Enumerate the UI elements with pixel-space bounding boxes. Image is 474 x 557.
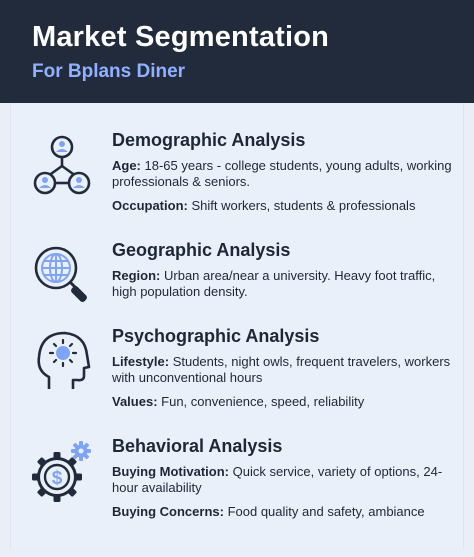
detail-text: 18-65 years - college students, young adults, working professionals & seniors. <box>112 158 452 189</box>
detail-label: Age: <box>112 158 141 173</box>
section-title: Behavioral Analysis <box>112 436 283 456</box>
detail-label: Region: <box>112 268 161 283</box>
detail-text: Students, night owls, frequent travelers, workers with unconventional hours <box>112 354 451 385</box>
section-content <box>112 435 455 528</box>
page-subtitle: For Bplans Diner <box>32 61 186 82</box>
detail-label: Buying Motivation: <box>112 464 229 479</box>
section-content <box>112 239 455 308</box>
gear-dollar-icon <box>29 439 95 505</box>
detail-region <box>112 268 455 300</box>
detail-text: Shift workers, students & professionals <box>187 198 416 213</box>
section-title: Psychographic Analysis <box>112 326 320 346</box>
detail-label: Lifestyle: <box>112 354 170 369</box>
svg-text:$: $ <box>51 468 63 489</box>
detail-label: Buying Concerns: <box>112 504 224 519</box>
detail-text: Food quality and safety, ambiance <box>223 504 425 519</box>
segments-body <box>10 103 464 549</box>
detail-label: Values: <box>112 394 158 409</box>
section-content <box>112 325 455 418</box>
detail-text: Fun, convenience, speed, reliability <box>157 394 365 409</box>
section-title: Demographic Analysis <box>112 130 306 150</box>
header <box>0 0 474 103</box>
section-title: Geographic Analysis <box>112 240 291 260</box>
section-content <box>112 129 455 222</box>
globe-magnifier-icon <box>29 241 95 307</box>
page-title: Market Segmentation <box>32 21 330 53</box>
detail-values <box>112 394 455 410</box>
people-network-icon <box>29 133 95 199</box>
detail-label: Occupation: <box>112 198 188 213</box>
detail-buying-motivation <box>112 464 455 496</box>
detail-occupation <box>112 198 455 214</box>
detail-text: Quick service, variety of options, 24-hour availability <box>112 464 443 495</box>
detail-text: Urban area/near a university. Heavy foot traffic, high population density. <box>112 268 436 299</box>
detail-lifestyle <box>112 354 455 386</box>
detail-age <box>112 158 455 190</box>
detail-buying-concerns <box>112 504 455 520</box>
head-mind-icon <box>29 327 95 393</box>
